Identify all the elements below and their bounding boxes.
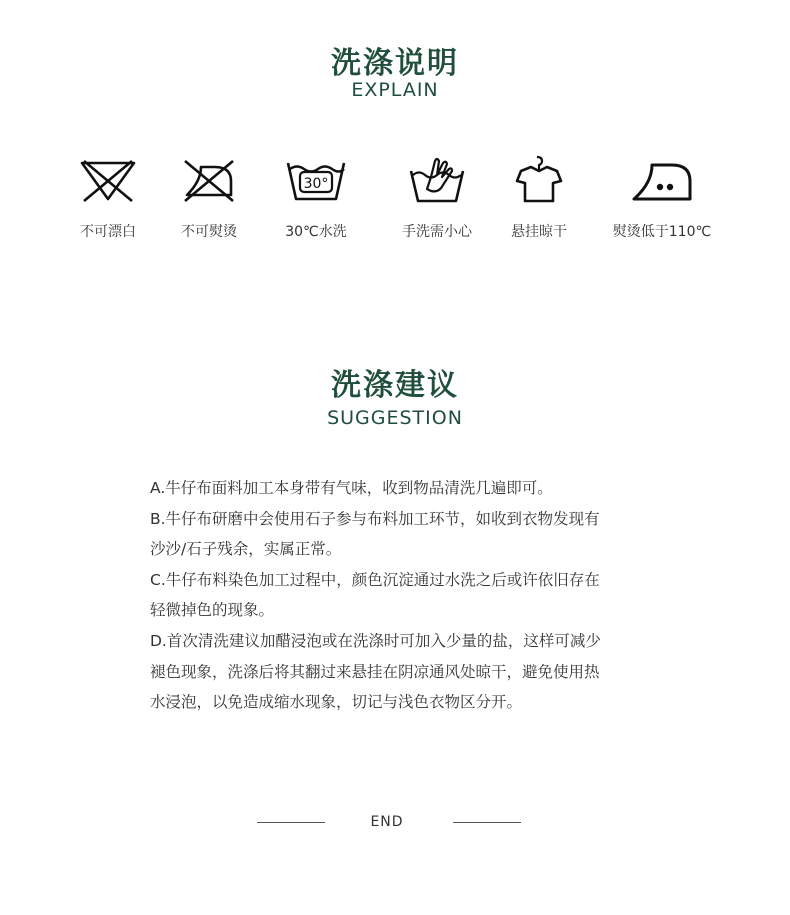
iron-low-icon — [630, 155, 694, 205]
care-label: 熨烫低于110℃ — [612, 224, 712, 240]
suggestion-line: C.牛仔布料染色加工过程中，颜色沉淀通过水洗之后或许依旧存在 — [150, 570, 600, 589]
explain-subtitle: EXPLAIN — [351, 79, 439, 101]
suggestion-line: A.牛仔布面料加工本身带有气味，收到物品清洗几遍即可。 — [150, 479, 553, 497]
no-iron-icon — [179, 155, 239, 205]
suggestion-subtitle: SUGGESTION — [327, 407, 463, 429]
care-label: 悬挂晾干 — [511, 224, 567, 240]
end-divider-right — [453, 822, 521, 823]
suggestion-line: 轻微掉色的现象。 — [150, 601, 275, 620]
suggestion-line: D.首次清洗建议加醋浸泡或在洗涤时可加入少量的盐，这样可减少 — [150, 631, 601, 650]
wash-30-icon — [284, 155, 348, 205]
care-label: 不可熨烫 — [181, 224, 237, 240]
care-item-hang-dry — [479, 155, 599, 241]
care-item-no-iron — [149, 155, 269, 241]
hang-dry-icon — [509, 155, 569, 205]
care-item-iron-low — [602, 155, 722, 241]
hand-wash-icon — [407, 155, 467, 205]
suggestion-line: B.牛仔布研磨中会使用石子参与布料加工环节，如收到衣物发现有 — [150, 509, 600, 528]
suggestion-text — [150, 473, 670, 718]
explain-title: 洗涤说明 — [331, 46, 459, 81]
suggestion-line: 水浸泡，以免造成缩水现象，切记与浅色衣物区分开。 — [150, 693, 523, 712]
care-label: 手洗需小心 — [402, 224, 472, 240]
care-label: 30℃水洗 — [285, 224, 347, 240]
no-bleach-icon — [78, 155, 138, 205]
suggestion-line: 沙沙/石子残余，实属正常。 — [150, 540, 342, 559]
end-label: END — [370, 814, 404, 830]
care-item-wash-30 — [256, 155, 376, 241]
suggestion-line: 褪色现象，洗涤后将其翻过来悬挂在阴凉通风处晾干，避免使用热 — [150, 662, 600, 681]
suggestion-title: 洗涤建议 — [331, 368, 459, 403]
care-label: 不可漂白 — [80, 224, 136, 240]
end-divider-left — [257, 822, 325, 823]
wash-temp-badge: 30° — [303, 176, 329, 192]
